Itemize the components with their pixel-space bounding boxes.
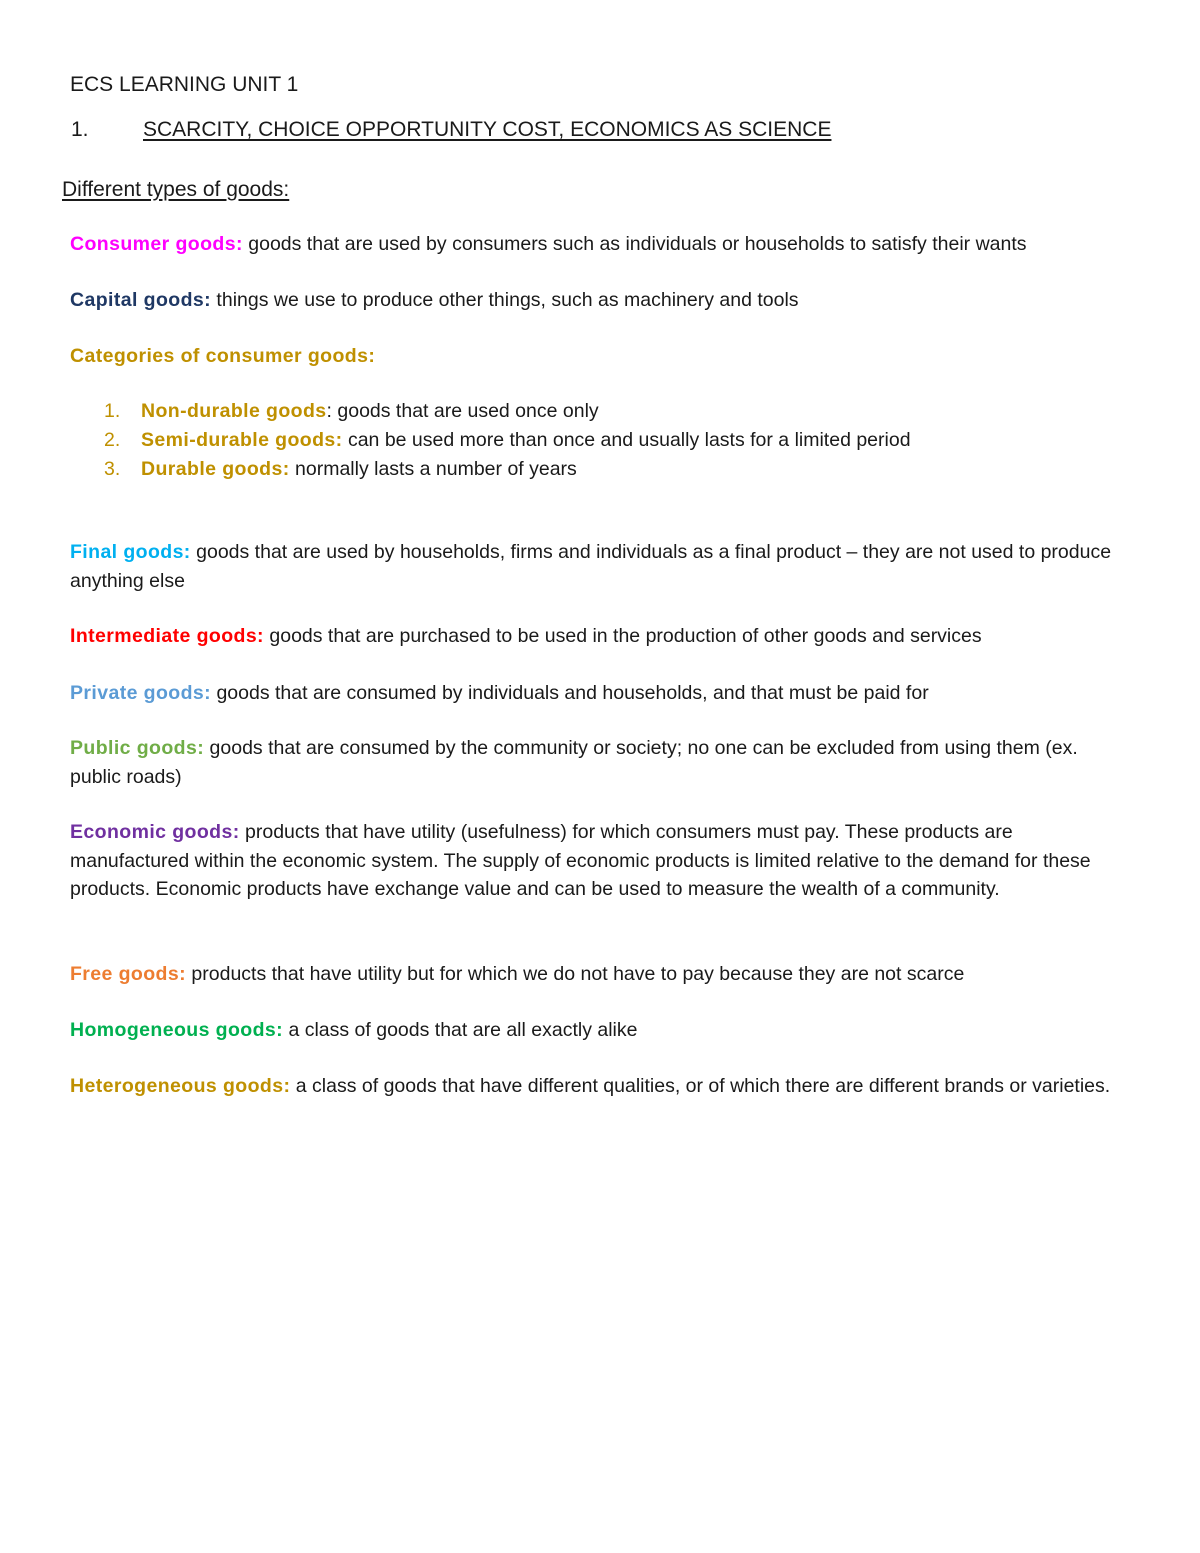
text-homogeneous-goods: a class of goods that are all exactly alike [283, 1019, 638, 1041]
definition-final-goods [70, 538, 1132, 595]
text-free-goods: products that have utility but for which we do not have to pay because they are not scarce [186, 963, 965, 985]
term-economic-goods: Economic goods: [70, 821, 240, 843]
term-semi-durable-goods: Semi-durable goods: [141, 429, 343, 451]
term-heterogeneous-goods: Heterogeneous goods: [70, 1075, 291, 1097]
list-number: 2. [104, 429, 121, 451]
section-title: SCARCITY, CHOICE OPPORTUNITY COST, ECONOMICS AS SCIENCE [143, 118, 832, 141]
text-economic-goods: products that have utility (usefulness) for which consumers must pay. These products are manufactured within the economic system. The supply of economic products is limited relative to the demand for these products. Economic products have exchange value and can be used to measure the wealth of a community. [70, 821, 1091, 900]
text-durable-goods: normally lasts a number of years [289, 458, 577, 480]
definition-consumer-goods [70, 230, 1132, 259]
definition-private-goods [70, 679, 1132, 708]
definition-public-goods [70, 734, 1132, 791]
text-final-goods: goods that are used by households, firms and individuals as a final product – they are not used to produce anything else [70, 541, 1112, 592]
text-private-goods: goods that are consumed by individuals and households, and that must be paid for [211, 682, 929, 704]
list-number: 1. [104, 400, 121, 422]
term-consumer-goods: Consumer goods: [70, 233, 243, 255]
term-homogeneous-goods: Homogeneous goods: [70, 1019, 284, 1041]
term-final-goods: Final goods: [70, 541, 191, 563]
definition-homogeneous-goods [70, 1016, 1132, 1045]
term-durable-goods: Durable goods: [141, 458, 290, 480]
text-heterogeneous-goods: a class of goods that have different qualities, or of which there are different brands or varieties. [290, 1075, 1111, 1097]
text-capital-goods: things we use to produce other things, such as machinery and tools [211, 289, 799, 311]
text-non-durable-goods: : goods that are used once only [326, 400, 599, 422]
text-public-goods: goods that are consumed by the community or society; no one can be excluded from using them (ex. public roads) [70, 737, 1078, 788]
term-private-goods: Private goods: [70, 682, 212, 704]
text-intermediate-goods: goods that are purchased to be used in the production of other goods and services [263, 625, 982, 647]
list-number: 3. [104, 458, 121, 480]
term-free-goods: Free goods: [70, 963, 186, 985]
document-title: ECS LEARNING UNIT 1 [70, 73, 299, 96]
categories-list [104, 397, 911, 484]
definition-free-goods [70, 960, 1132, 989]
definition-heterogeneous-goods [70, 1072, 1132, 1101]
list-item [104, 426, 911, 455]
term-capital-goods: Capital goods: [70, 289, 212, 311]
list-item [104, 455, 911, 484]
categories-heading: Categories of consumer goods: [70, 345, 376, 367]
section-heading [70, 118, 831, 142]
section-number: 1. [71, 118, 89, 141]
definition-economic-goods [70, 818, 1132, 904]
definition-capital-goods [70, 286, 1132, 315]
definition-intermediate-goods [70, 622, 1132, 651]
term-intermediate-goods: Intermediate goods: [70, 625, 264, 647]
list-item [104, 397, 911, 426]
term-public-goods: Public goods: [70, 737, 205, 759]
term-non-durable-goods: Non-durable goods [141, 400, 327, 422]
text-semi-durable-goods: can be used more than once and usually lasts for a limited period [342, 429, 911, 451]
text-consumer-goods: goods that are used by consumers such as individuals or households to satisfy their wants [242, 233, 1027, 255]
types-subheading: Different types of goods: [62, 178, 290, 201]
